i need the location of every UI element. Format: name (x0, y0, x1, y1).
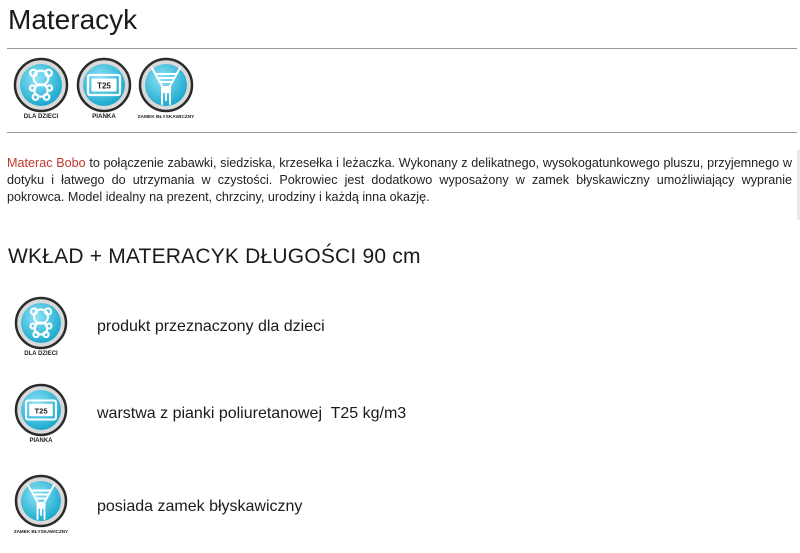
feature-item: warstwa z pianki poliuretanowej T25 kg/m3 (97, 405, 407, 422)
page-title: Materacyk (8, 4, 138, 35)
section-heading: WKŁAD + MATERACYK DŁUGOŚCI 90 cm (8, 245, 421, 268)
title-divider (7, 48, 797, 49)
feature-foam-icon (12, 383, 70, 447)
foam-code-label: T25 (97, 81, 111, 91)
foam-badge-label: PIANKA (92, 113, 116, 120)
foam-code-label: T25 (34, 406, 48, 416)
product-description (7, 155, 792, 206)
foam-badge-label: PIANKA (29, 438, 53, 444)
feature-kids-icon (12, 296, 70, 360)
feature-item: produkt przeznaczony dla dzieci (97, 318, 325, 335)
zipper-badge-label: ZAMEK BŁYSKAWICZNY (137, 115, 195, 120)
description-body: to połączenie zabawki, siedziska, krzesełka i leżaczka. Wykonany z delikatnego, wysokogatunkowego pluszu, przyjemnego w dotyku i łatwego do utrzymania w czystości. Pokrowiec jest dodatkowo wyposażony w zamek błyskawiczny umożliwiający wypranie pokrowca. Model idealny na prezent, chrzciny, urodziny i każdą inna okazję. (7, 156, 792, 204)
brand-link[interactable]: Materac Bobo (7, 156, 86, 170)
feature-zipper-icon (12, 474, 70, 538)
zipper-badge-label: ZAMEK BŁYSKAWICZNY (13, 529, 69, 534)
kids-badge (12, 58, 70, 124)
feature-item: posiada zamek błyskawiczny (97, 498, 303, 515)
badges-divider (7, 132, 797, 133)
kids-badge-label: DLA DZIECI (24, 351, 58, 357)
kids-badge-label: DLA DZIECI (23, 113, 59, 120)
zipper-badge (137, 58, 195, 124)
foam-badge (75, 58, 133, 124)
